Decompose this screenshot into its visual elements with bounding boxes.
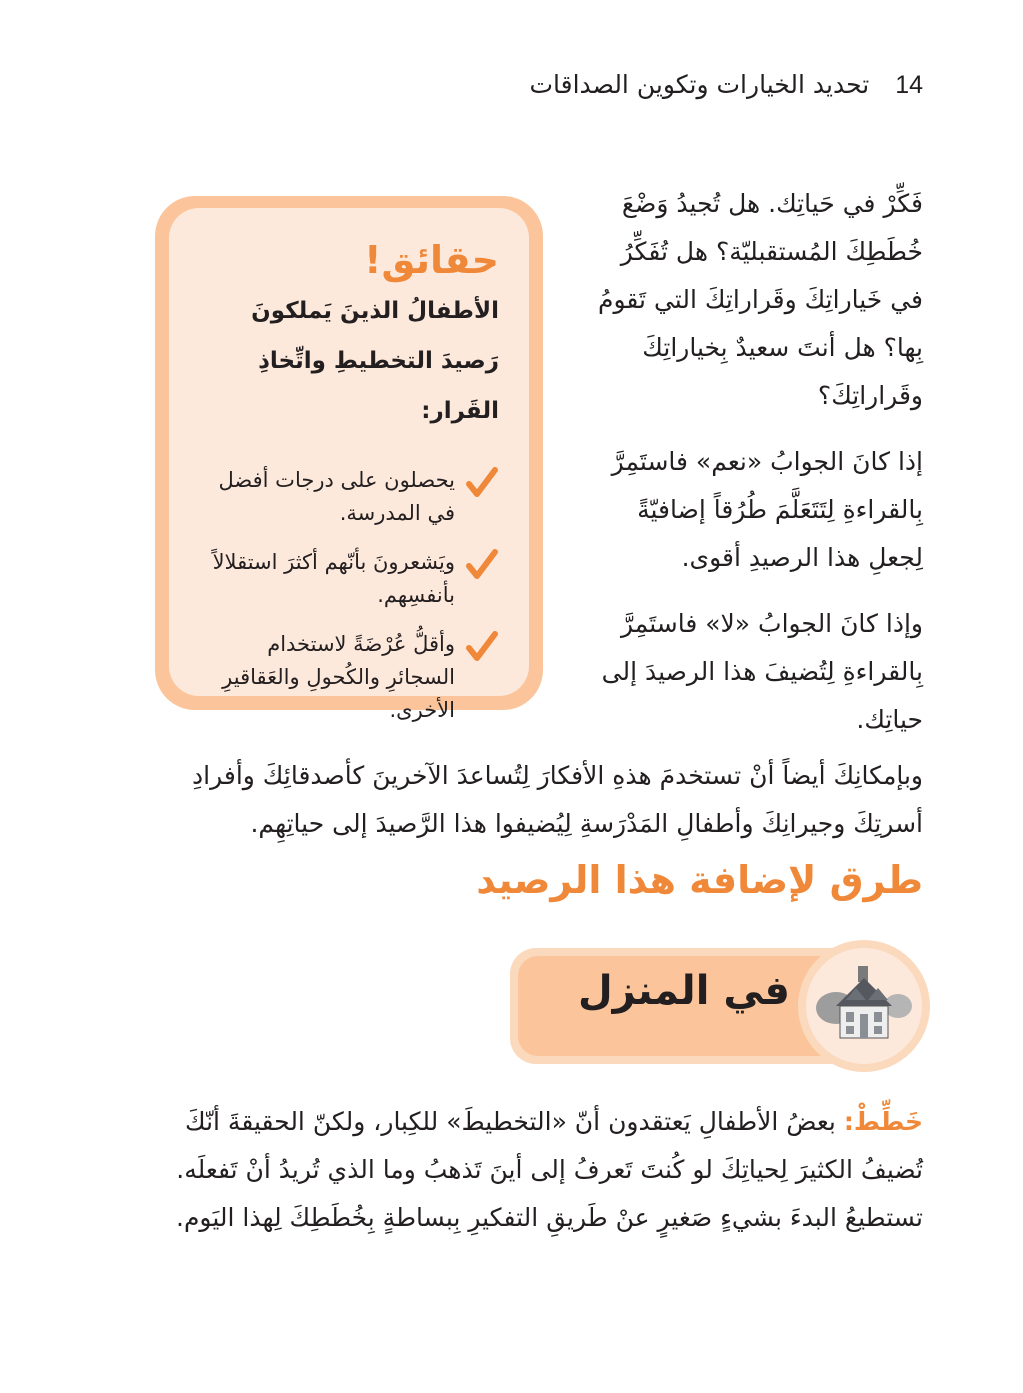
banner-circle-inner [806, 948, 922, 1064]
body-paragraph: وبإمكانِكَ أيضاً أنْ تستخدمَ هذهِ الأفكارَ لِتُساعدَ الآخرينَ كأصدقائِكَ وأفرادِ أسرتِكَ وجيرانِكَ وأطفالِ المَدْرَسةِ لِيُضيفوا هذا الرَّصيدَ إلى حياتِهِم. [192, 761, 923, 838]
page-header [529, 70, 923, 100]
facts-box [155, 196, 543, 722]
facts-item-text: ويَشعرونَ بأنّهم أكثرَ استقلالاً بأنفسِهم. [212, 550, 455, 607]
house-icon [806, 948, 922, 1064]
banner-circle [798, 940, 930, 1072]
facts-item [199, 628, 499, 727]
intro-paragraph-1: فَكِّرْ في حَياتِك. هل تُجيدُ وَضْعَ خُطَطِكَ المُستقبليّة؟ هل تُفَكِّرُ في خَياراتِكَ وقَراراتِكَ التي تَقومُ بِها؟ هل أنتَ سعيدٌ بِخياراتِكَ وقَراراتِكَ؟ [598, 189, 923, 410]
facts-item [199, 464, 499, 530]
intro-text [593, 180, 923, 762]
home-banner [510, 940, 930, 1072]
facts-item-text: وأقلُّ عُرْضَةً لاستخدام السجائرِ والكُحولِ والعَقاقيرِ الأخرى. [222, 632, 455, 722]
page-number: 14 [895, 71, 923, 99]
facts-lead: الأطفالُ الذينَ يَملكونَ رَصيدَ التخطيطِ واتِّخاذِ القَرار: [251, 298, 499, 424]
facts-title: حقائق! [364, 238, 499, 282]
facts-item [199, 546, 499, 612]
intro-paragraph-2: إذا كانَ الجوابُ «نعم» فاستَمِرَّ بِالقراءةِ لِتَتَعَلَّمَ طُرُقاً إضافيّةً لِجعلِ هذا الرصيدِ أقوى. [611, 447, 923, 572]
intro-paragraph-3: وإذا كانَ الجوابُ «لا» فاستَمِرَّ بِالقراءةِ لِتُضيفَ هذا الرصيدَ إلى حياتِك. [601, 609, 923, 734]
facts-list [199, 464, 499, 727]
facts-box-inner [169, 208, 529, 722]
banner-label: في المنزل [577, 968, 790, 1014]
checkmark-icon [465, 630, 499, 664]
chapter-title: تحديد الخيارات وتكوين الصداقات [529, 70, 870, 99]
facts-item-text: يحصلون على درجات أفضل في المدرسة. [218, 468, 455, 525]
plan-text: بعضُ الأطفالِ يَعتقدون أنّ «التخطيطَ» للكِبار، ولكنّ الحقيقةَ أنّكَ تُضيفُ الكثيرَ لِحياتِكَ لو كُنتَ تَعرفُ إلى أينَ تَذهبُ وما الذي تُريدُ أنْ تَفعلَه. تستطيعُ البدءَ بشيءٍ صَغيرٍ عنْ طَريقِ التفكيرِ بِبساطةٍ بِخُطَطِكَ لِهذا اليَوم. [176, 1107, 923, 1232]
plan-term: خَطِّطْ: [843, 1107, 923, 1136]
plan-paragraph [153, 1098, 923, 1242]
checkmark-icon [465, 548, 499, 582]
checkmark-icon [465, 466, 499, 500]
section-title: طرق لإضافة هذا الرصيد [476, 858, 923, 902]
